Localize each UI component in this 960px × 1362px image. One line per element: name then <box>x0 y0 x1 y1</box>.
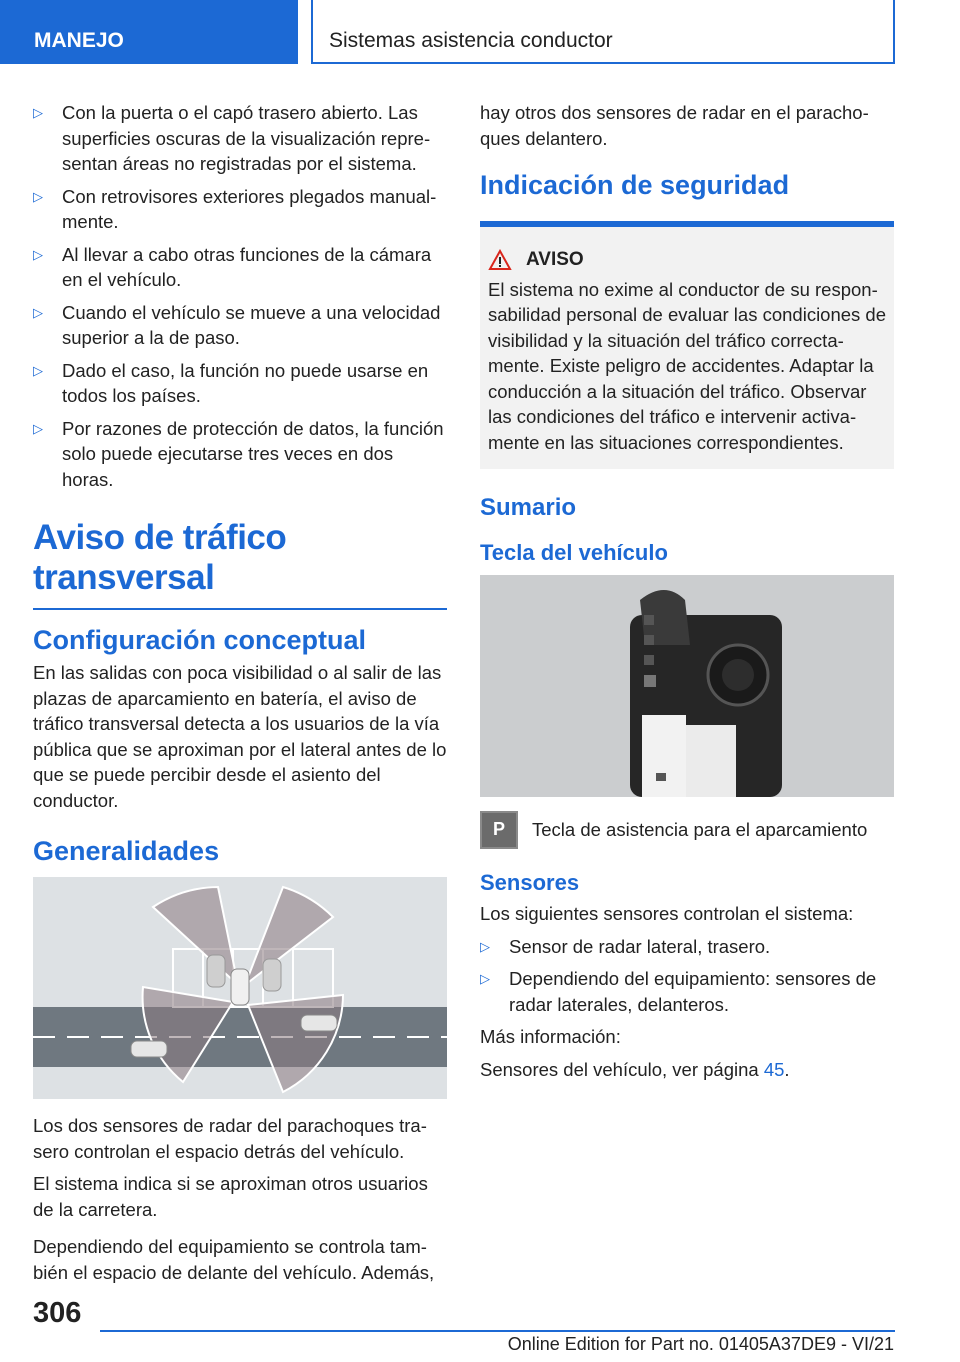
triangle-bullet-icon: ▷ <box>33 420 43 436</box>
subsection-heading: Configuración conceptual <box>33 625 367 655</box>
concept-text: En las salidas con poca visibilidad o al salir de las plazas de aparcamiento en batería, el aviso de tráfico transversal detecta a los usuarios de la vía pública que se aproximan por el lateral antes de lo que se puede percibir desde el asiento del conductor. <box>33 662 447 811</box>
paragraph-continued: hay otros dos sensores de radar en el parachoques delantero. <box>480 102 869 149</box>
left-column <box>33 100 447 1292</box>
figure-caption: Tecla de asistencia para el aparcamiento <box>532 819 868 841</box>
vehicle-button-heading: Tecla del vehículo <box>480 540 668 565</box>
triangle-bullet-icon: ▷ <box>480 938 490 954</box>
list-item: ▷ Dado el caso, la función no puede usarse en todos los países. <box>33 359 429 406</box>
list-item: ▷ Cuando el vehículo se mueve a una velocidad superior a la de paso. <box>33 301 441 348</box>
triangle-bullet-icon: ▷ <box>33 188 43 204</box>
warning-title: AVISO <box>488 247 886 273</box>
subsection-heading-generalidades: Generalidades <box>33 836 220 866</box>
warning-triangle-icon <box>488 249 512 271</box>
list-item: ▷ Dependiendo del equipamiento: sensores de radar laterales, delanteros. <box>480 968 877 1015</box>
list-item: ▷ Con retrovisores exteriores plegados manualmente. <box>33 185 437 232</box>
more-info-label: Más información: <box>480 1026 621 1047</box>
paragraph: Dependiendo del equipamiento se controla también el espacio de delante del vehículo. Además, <box>33 1236 435 1283</box>
parking-assist-button-icon: P <box>480 811 518 849</box>
chapter-tab[interactable]: MANEJO <box>0 0 298 64</box>
center-console-image <box>480 575 894 797</box>
triangle-bullet-icon: ▷ <box>33 304 43 320</box>
warning-text: El sistema no exime al conductor de su responsabilidad personal de evaluar las condiciones de visibilidad y la situación del tráfico correctamente. Existe peligro de accidentes. Adaptar la conducción a la situación del tráfico. Observar las condiciones del tráfico e intervenir activamente en las situaciones correspondientes. <box>488 278 887 453</box>
list-item: ▷ Con la puerta o el capó trasero abierto. Las superficies oscuras de la visualización representan áreas no registradas por el sistema. <box>33 102 431 174</box>
section-heading: Aviso de tráfico transversal <box>33 518 447 610</box>
warning-box <box>480 221 894 469</box>
safety-heading: Indicación de seguridad <box>480 170 790 200</box>
triangle-bullet-icon: ▷ <box>33 246 43 262</box>
cross-traffic-illustration <box>33 877 447 1099</box>
summary-heading: Sumario <box>480 494 577 521</box>
section-title: Sistemas asistencia conductor <box>311 0 895 64</box>
list-item: ▷ Al llevar a cabo otras funciones de la cámara en el vehículo. <box>33 243 432 290</box>
page-number: 306 <box>33 1297 82 1329</box>
cross-traffic-diagram <box>33 877 447 1099</box>
list-item: ▷ Sensor de radar lateral, trasero. <box>480 934 894 960</box>
paragraph: Los dos sensores de radar del parachoques trasero controlan el espacio detrás del vehículo. <box>33 1115 427 1162</box>
caption-row <box>480 811 894 849</box>
triangle-bullet-icon: ▷ <box>33 105 43 120</box>
footer-edition: Online Edition for Part no. 01405A37DE9 - VI/21 <box>507 1334 894 1354</box>
console-photo <box>480 575 894 797</box>
paragraph: El sistema indica si se aproximan otros usuarios de la carretera. <box>33 1173 428 1220</box>
sensors-intro: Los siguientes sensores controlan el sistema: <box>480 903 854 924</box>
list-item: ▷ Por razones de protección de datos, la función solo puede ejecutarse tres veces en dos horas. <box>33 417 444 490</box>
triangle-bullet-icon: ▷ <box>480 971 490 986</box>
page-reference-link[interactable]: 45 <box>763 1058 785 1080</box>
sensors-heading: Sensores <box>480 870 580 895</box>
footer-divider <box>100 1330 895 1332</box>
right-column <box>480 100 894 1089</box>
reference-line: Sensores del vehículo, ver página 45. <box>480 1058 790 1080</box>
triangle-bullet-icon: ▷ <box>33 362 43 378</box>
